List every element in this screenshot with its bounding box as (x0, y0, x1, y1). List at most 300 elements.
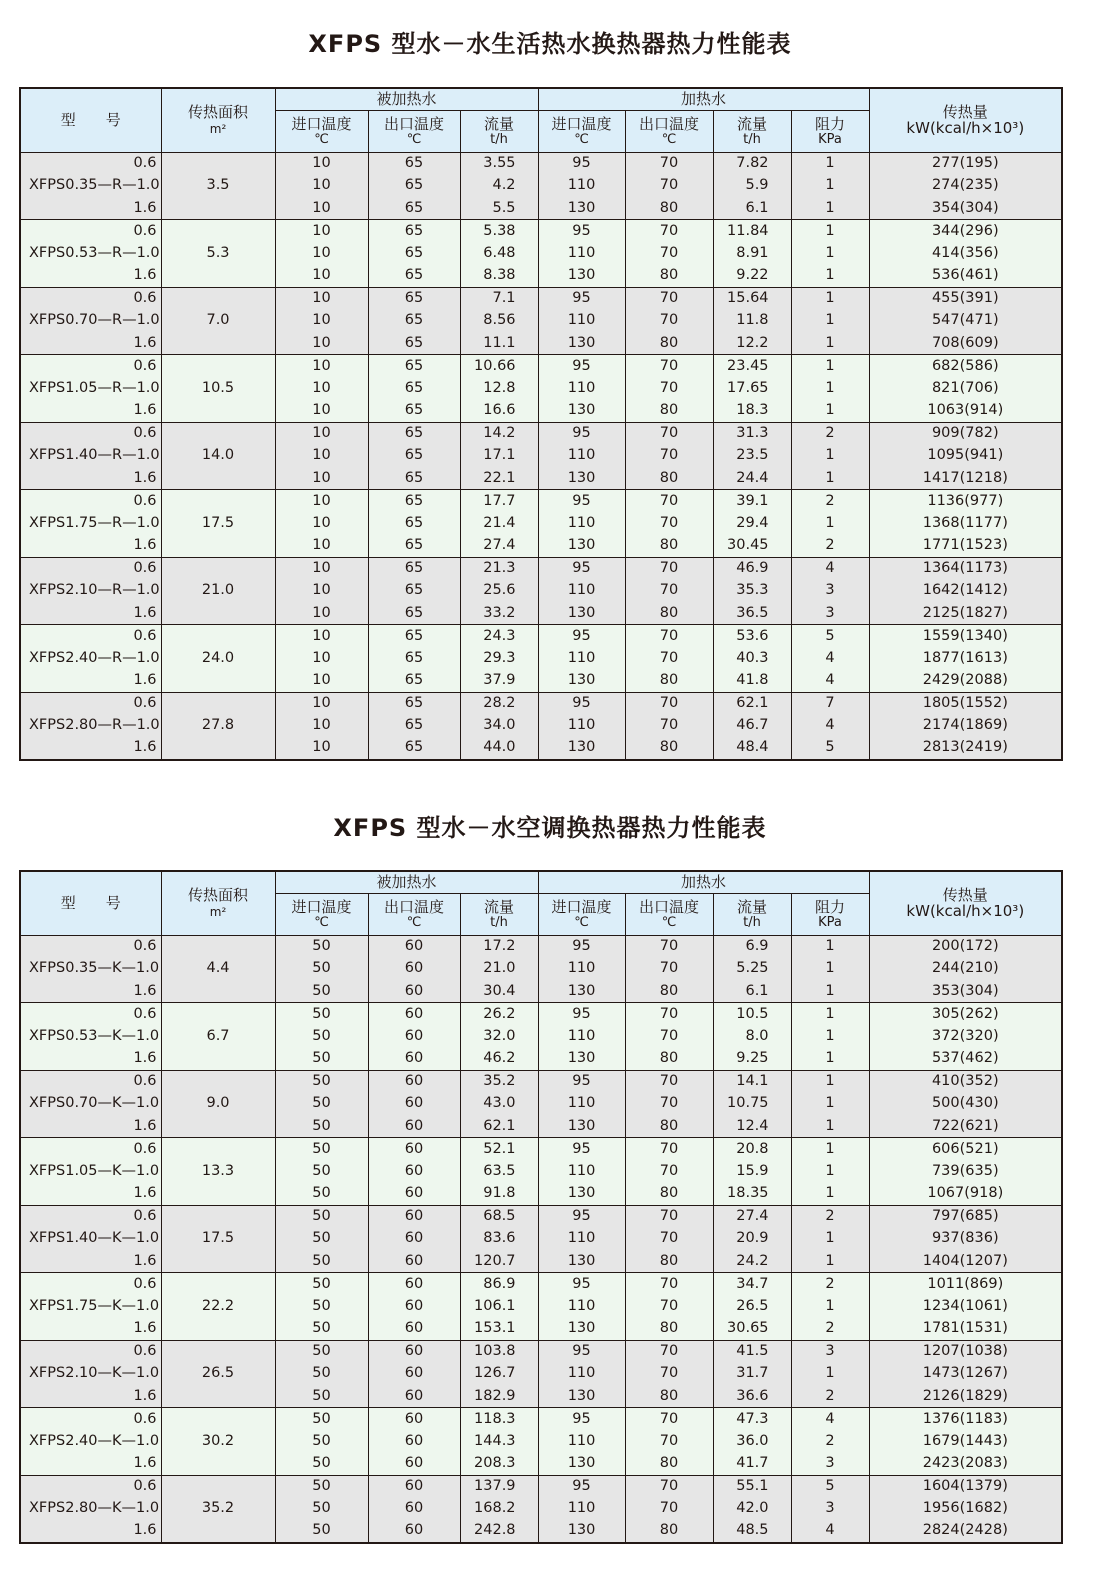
heating-outlet-temp: 70 (625, 287, 713, 310)
header-flow: 流量 t/h (460, 110, 538, 152)
heated-outlet-temp: 65 (368, 220, 460, 243)
heated-inlet-temp: 50 (275, 980, 368, 1003)
heating-inlet-temp: 130 (538, 1453, 625, 1476)
heating-inlet-temp: 95 (538, 1205, 625, 1228)
heat-transfer-area: 27.8 (161, 715, 275, 738)
heated-outlet-temp: 65 (368, 715, 460, 738)
heated-outlet-temp: 60 (368, 935, 460, 958)
resistance: 1 (791, 445, 869, 468)
header-area: 传热面积 m² (161, 88, 275, 152)
heat-capacity: 606(521) (869, 1138, 1062, 1161)
header-outlet-temp: 出口温度 ℃ (625, 893, 713, 935)
heating-outlet-temp: 80 (625, 1115, 713, 1138)
resistance: 1 (791, 265, 869, 288)
table-row (20, 737, 1062, 760)
resistance: 2 (791, 1273, 869, 1296)
heating-inlet-temp: 110 (538, 715, 625, 738)
heating-inlet-temp: 95 (538, 287, 625, 310)
heated-outlet-temp: 65 (368, 197, 460, 220)
heat-capacity: 682(586) (869, 355, 1062, 378)
model-name: XFPS2.40—K—1.0 (20, 1430, 161, 1453)
heating-flow: 24.4 (713, 467, 791, 490)
heating-inlet-temp: 130 (538, 737, 625, 760)
heat-capacity: 2824(2428) (869, 1520, 1062, 1543)
heat-capacity: 537(462) (869, 1048, 1062, 1071)
resistance: 1 (791, 512, 869, 535)
heated-inlet-temp: 10 (275, 580, 368, 603)
pressure-rating: 0.6 (20, 1408, 161, 1431)
heated-inlet-temp: 50 (275, 1273, 368, 1296)
heating-outlet-temp: 70 (625, 377, 713, 400)
resistance: 1 (791, 1228, 869, 1251)
table-row (20, 1250, 1062, 1273)
heated-outlet-temp: 65 (368, 512, 460, 535)
heating-flow: 12.4 (713, 1115, 791, 1138)
table-row (20, 1295, 1062, 1318)
heating-inlet-temp: 130 (538, 1183, 625, 1206)
heat-transfer-area (161, 625, 275, 648)
heated-flow: 43.0 (460, 1093, 538, 1116)
heated-flow: 63.5 (460, 1160, 538, 1183)
heated-outlet-temp: 60 (368, 1520, 460, 1543)
heating-inlet-temp: 95 (538, 1273, 625, 1296)
heat-transfer-area (161, 1183, 275, 1206)
heated-outlet-temp: 65 (368, 602, 460, 625)
heating-flow: 29.4 (713, 512, 791, 535)
table2-header (20, 871, 1062, 935)
resistance: 1 (791, 377, 869, 400)
heat-capacity: 1011(869) (869, 1273, 1062, 1296)
heating-inlet-temp: 110 (538, 958, 625, 981)
resistance: 1 (791, 1115, 869, 1138)
model-name: XFPS1.75—K—1.0 (20, 1295, 161, 1318)
heating-outlet-temp: 70 (625, 355, 713, 378)
resistance: 2 (791, 490, 869, 513)
heated-inlet-temp: 10 (275, 355, 368, 378)
heating-flow: 26.5 (713, 1295, 791, 1318)
heating-outlet-temp: 70 (625, 445, 713, 468)
heating-flow: 8.91 (713, 242, 791, 265)
heat-capacity: 1417(1218) (869, 467, 1062, 490)
heated-outlet-temp: 60 (368, 1093, 460, 1116)
pressure-rating: 0.6 (20, 625, 161, 648)
heating-outlet-temp: 70 (625, 557, 713, 580)
heating-outlet-temp: 80 (625, 1250, 713, 1273)
resistance: 1 (791, 197, 869, 220)
heating-inlet-temp: 130 (538, 265, 625, 288)
model-name: XFPS0.53—R—1.0 (20, 242, 161, 265)
heated-inlet-temp: 10 (275, 715, 368, 738)
table-row (20, 1048, 1062, 1071)
table-row (20, 1183, 1062, 1206)
heating-inlet-temp: 130 (538, 535, 625, 558)
heat-transfer-area (161, 1475, 275, 1498)
heating-outlet-temp: 80 (625, 1385, 713, 1408)
heating-outlet-temp: 70 (625, 1138, 713, 1161)
heating-inlet-temp: 95 (538, 692, 625, 715)
pressure-rating: 0.6 (20, 1340, 161, 1363)
heat-transfer-area (161, 1250, 275, 1273)
heat-transfer-area (161, 1138, 275, 1161)
heated-flow: 126.7 (460, 1363, 538, 1386)
heated-inlet-temp: 10 (275, 242, 368, 265)
pressure-rating: 1.6 (20, 1520, 161, 1543)
table-row (20, 980, 1062, 1003)
heating-flow: 8.0 (713, 1025, 791, 1048)
resistance: 4 (791, 1520, 869, 1543)
heat-transfer-area (161, 557, 275, 580)
heating-outlet-temp: 80 (625, 467, 713, 490)
resistance: 3 (791, 580, 869, 603)
heated-flow: 91.8 (460, 1183, 538, 1206)
heat-capacity: 2429(2088) (869, 670, 1062, 693)
table-row (20, 332, 1062, 355)
heated-flow: 3.55 (460, 152, 538, 175)
table-row (20, 355, 1062, 378)
heated-flow: 32.0 (460, 1025, 538, 1048)
table-row (20, 1520, 1062, 1543)
heated-inlet-temp: 50 (275, 1430, 368, 1453)
heated-outlet-temp: 60 (368, 1003, 460, 1026)
pressure-rating: 1.6 (20, 670, 161, 693)
resistance: 4 (791, 557, 869, 580)
heating-inlet-temp: 130 (538, 1048, 625, 1071)
heated-flow: 144.3 (460, 1430, 538, 1453)
heating-outlet-temp: 70 (625, 580, 713, 603)
heating-flow: 41.7 (713, 1453, 791, 1476)
heated-outlet-temp: 65 (368, 377, 460, 400)
heated-outlet-temp: 60 (368, 980, 460, 1003)
heated-flow: 5.38 (460, 220, 538, 243)
pressure-rating: 1.6 (20, 400, 161, 423)
heating-flow: 40.3 (713, 647, 791, 670)
resistance: 4 (791, 715, 869, 738)
table2-title: XFPS 型水－水空调换热器热力性能表 (333, 814, 767, 842)
heating-outlet-temp: 70 (625, 1475, 713, 1498)
heating-flow: 20.9 (713, 1228, 791, 1251)
heated-flow: 68.5 (460, 1205, 538, 1228)
heated-inlet-temp: 10 (275, 175, 368, 198)
pressure-rating: 1.6 (20, 535, 161, 558)
heated-flow: 118.3 (460, 1408, 538, 1431)
pressure-rating: 0.6 (20, 1475, 161, 1498)
heating-outlet-temp: 70 (625, 220, 713, 243)
header-inlet-temp: 进口温度 ℃ (275, 110, 368, 152)
resistance: 3 (791, 1340, 869, 1363)
heated-outlet-temp: 60 (368, 1340, 460, 1363)
heating-flow: 30.65 (713, 1318, 791, 1341)
heating-outlet-temp: 80 (625, 332, 713, 355)
resistance: 1 (791, 287, 869, 310)
heated-inlet-temp: 10 (275, 332, 368, 355)
table1-body (20, 152, 1062, 760)
heating-inlet-temp: 95 (538, 1340, 625, 1363)
heated-outlet-temp: 65 (368, 265, 460, 288)
heating-inlet-temp: 95 (538, 625, 625, 648)
heated-inlet-temp: 50 (275, 1475, 368, 1498)
pressure-rating: 1.6 (20, 1250, 161, 1273)
pressure-rating: 1.6 (20, 980, 161, 1003)
heating-outlet-temp: 70 (625, 1430, 713, 1453)
heating-outlet-temp: 80 (625, 1183, 713, 1206)
heating-inlet-temp: 95 (538, 1475, 625, 1498)
heated-inlet-temp: 10 (275, 535, 368, 558)
pressure-rating: 0.6 (20, 490, 161, 513)
heated-inlet-temp: 50 (275, 958, 368, 981)
table-row (20, 1385, 1062, 1408)
heating-flow: 47.3 (713, 1408, 791, 1431)
heating-inlet-temp: 110 (538, 1228, 625, 1251)
heat-capacity: 708(609) (869, 332, 1062, 355)
heat-transfer-area (161, 935, 275, 958)
heating-outlet-temp: 70 (625, 1340, 713, 1363)
heat-capacity: 2125(1827) (869, 602, 1062, 625)
heating-outlet-temp: 70 (625, 1498, 713, 1521)
heating-flow: 46.9 (713, 557, 791, 580)
resistance: 3 (791, 602, 869, 625)
pressure-rating: 0.6 (20, 152, 161, 175)
heating-inlet-temp: 95 (538, 557, 625, 580)
heat-transfer-area: 9.0 (161, 1093, 275, 1116)
table-row (20, 1093, 1062, 1116)
heating-flow: 48.5 (713, 1520, 791, 1543)
heated-inlet-temp: 50 (275, 1048, 368, 1071)
header-outlet-temp: 出口温度 ℃ (368, 110, 460, 152)
heat-capacity: 1234(1061) (869, 1295, 1062, 1318)
heating-inlet-temp: 130 (538, 400, 625, 423)
heated-outlet-temp: 65 (368, 175, 460, 198)
heat-capacity: 1604(1379) (869, 1475, 1062, 1498)
heating-inlet-temp: 130 (538, 467, 625, 490)
heat-transfer-area (161, 197, 275, 220)
heating-outlet-temp: 70 (625, 1160, 713, 1183)
heat-transfer-area: 14.0 (161, 445, 275, 468)
table-row (20, 490, 1062, 513)
heat-transfer-area (161, 152, 275, 175)
pressure-rating: 1.6 (20, 1318, 161, 1341)
heat-capacity: 274(235) (869, 175, 1062, 198)
header-flow: 流量 t/h (713, 110, 791, 152)
heated-outlet-temp: 60 (368, 1453, 460, 1476)
heating-inlet-temp: 95 (538, 1408, 625, 1431)
heat-capacity: 354(304) (869, 197, 1062, 220)
resistance: 5 (791, 625, 869, 648)
header-resistance: 阻力 KPa (791, 893, 869, 935)
heat-transfer-area (161, 692, 275, 715)
heated-outlet-temp: 65 (368, 332, 460, 355)
header-area: 传热面积 m² (161, 871, 275, 935)
heating-outlet-temp: 70 (625, 1363, 713, 1386)
model-name: XFPS2.10—R—1.0 (20, 580, 161, 603)
heating-inlet-temp: 95 (538, 355, 625, 378)
resistance: 1 (791, 1070, 869, 1093)
resistance: 1 (791, 1250, 869, 1273)
heated-flow: 35.2 (460, 1070, 538, 1093)
heating-inlet-temp: 95 (538, 220, 625, 243)
heating-outlet-temp: 70 (625, 310, 713, 333)
model-name: XFPS1.05—R—1.0 (20, 377, 161, 400)
heated-flow: 182.9 (460, 1385, 538, 1408)
header-inlet-temp: 进口温度 ℃ (275, 893, 368, 935)
heat-capacity: 414(356) (869, 242, 1062, 265)
heated-inlet-temp: 50 (275, 1228, 368, 1251)
table-row (20, 715, 1062, 738)
heating-inlet-temp: 110 (538, 580, 625, 603)
heating-flow: 41.5 (713, 1340, 791, 1363)
heat-transfer-area (161, 1115, 275, 1138)
pressure-rating: 0.6 (20, 1273, 161, 1296)
model-name: XFPS2.80—R—1.0 (20, 715, 161, 738)
heated-inlet-temp: 10 (275, 220, 368, 243)
heated-flow: 106.1 (460, 1295, 538, 1318)
heating-outlet-temp: 70 (625, 152, 713, 175)
resistance: 5 (791, 737, 869, 760)
heated-outlet-temp: 60 (368, 1048, 460, 1071)
heated-inlet-temp: 10 (275, 737, 368, 760)
heating-flow: 36.5 (713, 602, 791, 625)
heating-inlet-temp: 130 (538, 1318, 625, 1341)
heating-inlet-temp: 95 (538, 1003, 625, 1026)
resistance: 1 (791, 1363, 869, 1386)
table-row (20, 175, 1062, 198)
header-model: 型 号 (20, 871, 161, 935)
heat-transfer-area: 4.4 (161, 958, 275, 981)
pressure-rating: 0.6 (20, 287, 161, 310)
header-capacity: 传热量 kW(kcal/h×10³) (869, 88, 1062, 152)
heated-inlet-temp: 10 (275, 422, 368, 445)
heated-outlet-temp: 60 (368, 1025, 460, 1048)
heated-outlet-temp: 65 (368, 557, 460, 580)
heating-flow: 20.8 (713, 1138, 791, 1161)
resistance: 4 (791, 670, 869, 693)
table-row (20, 1363, 1062, 1386)
heated-flow: 137.9 (460, 1475, 538, 1498)
heated-inlet-temp: 10 (275, 197, 368, 220)
table-row (20, 580, 1062, 603)
table1-grid (19, 87, 1063, 761)
heated-outlet-temp: 60 (368, 1070, 460, 1093)
heating-outlet-temp: 70 (625, 1408, 713, 1431)
resistance: 7 (791, 692, 869, 715)
heated-outlet-temp: 65 (368, 580, 460, 603)
heat-capacity: 353(304) (869, 980, 1062, 1003)
heating-flow: 46.7 (713, 715, 791, 738)
heat-capacity: 1136(977) (869, 490, 1062, 513)
heating-flow: 14.1 (713, 1070, 791, 1093)
heating-flow: 5.9 (713, 175, 791, 198)
heat-transfer-area: 10.5 (161, 377, 275, 400)
table-row (20, 1003, 1062, 1026)
heating-inlet-temp: 110 (538, 647, 625, 670)
table-row (20, 265, 1062, 288)
heating-outlet-temp: 70 (625, 692, 713, 715)
heating-inlet-temp: 95 (538, 1070, 625, 1093)
heat-transfer-area (161, 535, 275, 558)
heating-outlet-temp: 80 (625, 535, 713, 558)
pressure-rating: 1.6 (20, 265, 161, 288)
heated-flow: 62.1 (460, 1115, 538, 1138)
heat-transfer-area (161, 1318, 275, 1341)
heating-outlet-temp: 70 (625, 1025, 713, 1048)
resistance: 4 (791, 647, 869, 670)
heated-outlet-temp: 65 (368, 737, 460, 760)
heated-outlet-temp: 65 (368, 647, 460, 670)
heated-inlet-temp: 10 (275, 625, 368, 648)
heating-flow: 9.25 (713, 1048, 791, 1071)
pressure-rating: 1.6 (20, 197, 161, 220)
heat-capacity: 2423(2083) (869, 1453, 1062, 1476)
heated-flow: 21.4 (460, 512, 538, 535)
heating-flow: 36.6 (713, 1385, 791, 1408)
heated-outlet-temp: 60 (368, 1273, 460, 1296)
heated-outlet-temp: 65 (368, 535, 460, 558)
heat-transfer-area: 24.0 (161, 647, 275, 670)
heated-flow: 8.56 (460, 310, 538, 333)
resistance: 1 (791, 958, 869, 981)
heat-capacity: 500(430) (869, 1093, 1062, 1116)
table-row (20, 1025, 1062, 1048)
heat-transfer-area: 17.5 (161, 1228, 275, 1251)
heated-outlet-temp: 60 (368, 1205, 460, 1228)
heated-outlet-temp: 60 (368, 1318, 460, 1341)
heating-flow: 34.7 (713, 1273, 791, 1296)
heating-flow: 55.1 (713, 1475, 791, 1498)
model-name: XFPS2.80—K—1.0 (20, 1498, 161, 1521)
heated-outlet-temp: 60 (368, 1408, 460, 1431)
table-row (20, 647, 1062, 670)
heating-outlet-temp: 80 (625, 980, 713, 1003)
header-outlet-temp: 出口温度 ℃ (625, 110, 713, 152)
heated-outlet-temp: 65 (368, 445, 460, 468)
heating-flow: 31.7 (713, 1363, 791, 1386)
heat-capacity: 1207(1038) (869, 1340, 1062, 1363)
heat-capacity: 410(352) (869, 1070, 1062, 1093)
heated-outlet-temp: 65 (368, 287, 460, 310)
heating-flow: 42.0 (713, 1498, 791, 1521)
heated-outlet-temp: 65 (368, 670, 460, 693)
heating-flow: 10.75 (713, 1093, 791, 1116)
heated-outlet-temp: 65 (368, 355, 460, 378)
pressure-rating: 1.6 (20, 1453, 161, 1476)
heating-flow: 36.0 (713, 1430, 791, 1453)
table2-grid (19, 870, 1063, 1544)
heat-transfer-area: 22.2 (161, 1295, 275, 1318)
heat-capacity: 1376(1183) (869, 1408, 1062, 1431)
heating-flow: 53.6 (713, 625, 791, 648)
table-row (20, 625, 1062, 648)
heated-outlet-temp: 65 (368, 422, 460, 445)
pressure-rating: 0.6 (20, 1205, 161, 1228)
table-row (20, 1475, 1062, 1498)
resistance: 1 (791, 175, 869, 198)
heating-outlet-temp: 70 (625, 625, 713, 648)
table-row (20, 1160, 1062, 1183)
header-heating-water: 加热水 (538, 88, 869, 110)
resistance: 1 (791, 1093, 869, 1116)
heated-flow: 16.6 (460, 400, 538, 423)
heat-capacity: 305(262) (869, 1003, 1062, 1026)
heated-outlet-temp: 65 (368, 625, 460, 648)
heating-inlet-temp: 130 (538, 197, 625, 220)
heat-transfer-area (161, 332, 275, 355)
pressure-rating: 0.6 (20, 422, 161, 445)
resistance: 1 (791, 1025, 869, 1048)
heated-inlet-temp: 50 (275, 1093, 368, 1116)
table-row (20, 242, 1062, 265)
heated-flow: 26.2 (460, 1003, 538, 1026)
heating-inlet-temp: 130 (538, 980, 625, 1003)
heat-transfer-area (161, 1205, 275, 1228)
